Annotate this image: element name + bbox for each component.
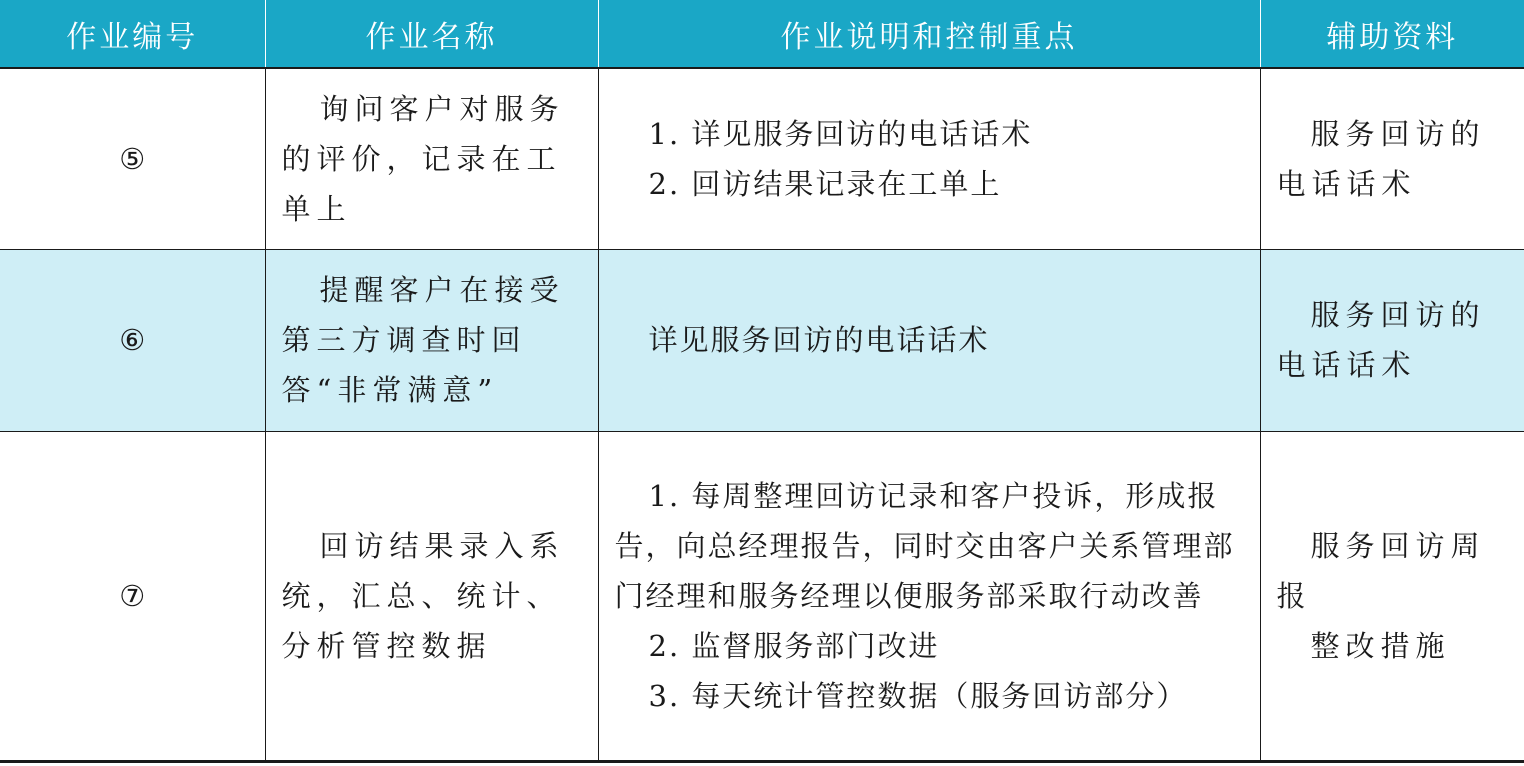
header-operation-number: 作业编号 (0, 0, 265, 68)
operation-description (598, 431, 1260, 761)
operation-number: ⑤ (0, 68, 265, 249)
material-item: 服务回访的电话话术 (1276, 298, 1486, 382)
operation-name: 提醒客户在接受第三方调查时回答“非常满意” (265, 249, 598, 431)
header-operation-description: 作业说明和控制重点 (598, 0, 1260, 68)
material-item: 整改措施 (1310, 628, 1451, 663)
description-line: 1. 每周整理回访记录和客户投诉，形成报告，向总经理报告，同时交由客户关系管理部门经理和服务经理以便服务部采取行动改善 (614, 478, 1235, 613)
description-line: 1. 详见服务回访的电话话术 (648, 116, 1033, 151)
description-line: 2. 监督服务部门改进 (648, 628, 940, 663)
header-supporting-materials: 辅助资料 (1260, 0, 1524, 68)
material-item: 服务回访的电话话术 (1276, 116, 1486, 201)
table-header-row (0, 0, 1524, 68)
description-line: 详见服务回访的电话话术 (648, 323, 990, 357)
table-row (0, 249, 1524, 431)
supporting-materials (1260, 249, 1524, 431)
table-row (0, 431, 1524, 761)
supporting-materials (1260, 431, 1524, 761)
table-row (0, 68, 1524, 249)
operation-description (598, 249, 1260, 431)
operation-name: 回访结果录入系统，汇总、统计、分析管控数据 (265, 431, 598, 761)
material-item: 服务回访周报 (1276, 528, 1486, 613)
description-line: 3. 每天统计管控数据（服务回访部分） (648, 678, 1188, 713)
description-line: 2. 回访结果记录在工单上 (648, 166, 1002, 201)
operation-number: ⑦ (0, 431, 265, 761)
operation-description (598, 68, 1260, 249)
header-operation-name: 作业名称 (265, 0, 598, 68)
supporting-materials (1260, 68, 1524, 249)
operation-name: 询问客户对服务的评价，记录在工单上 (265, 68, 598, 249)
operation-number: ⑥ (0, 249, 265, 431)
